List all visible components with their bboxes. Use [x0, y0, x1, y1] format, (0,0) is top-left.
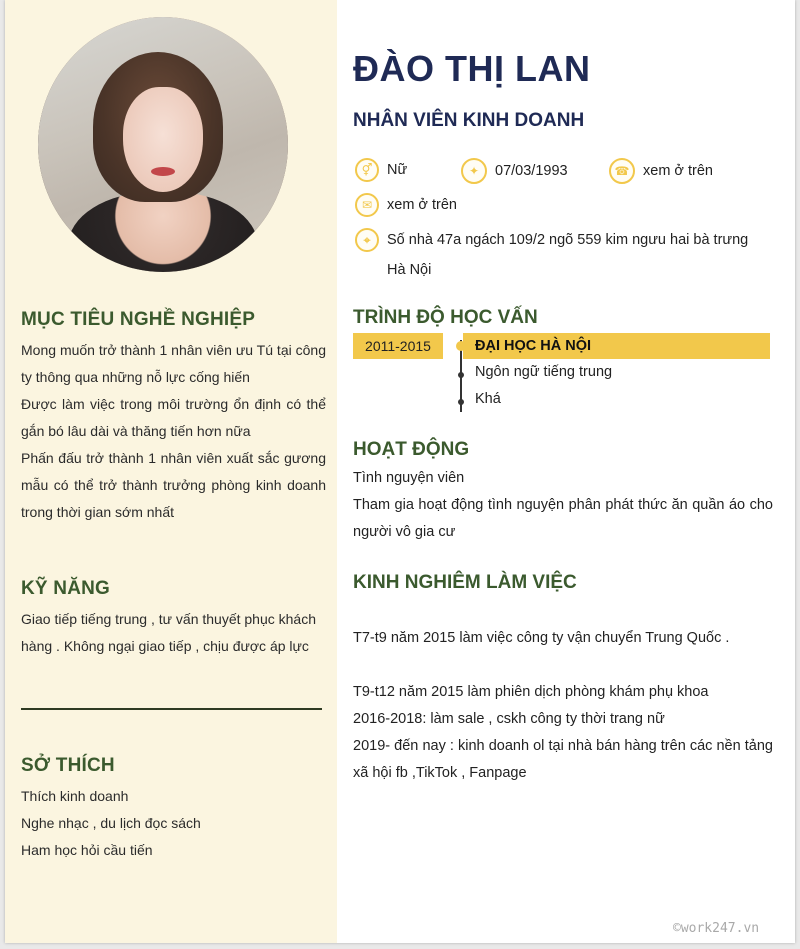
sidebar — [5, 0, 337, 943]
info-email — [355, 193, 457, 217]
cake-icon: ✦ — [461, 158, 487, 184]
education-title: TRÌNH ĐỘ HỌC VẤN — [353, 307, 538, 328]
gender-value: Nữ — [387, 162, 408, 178]
phone-value: xem ở trên — [643, 163, 713, 179]
address-line: Số nhà 47a ngách 109/2 ngõ 559 kim ngưu hai bà trưng — [387, 232, 749, 248]
activities-text: Tham gia hoạt động tình nguyện phân phát thức ăn quần áo cho người vô gia cư — [353, 497, 773, 540]
objective-title: MỤC TIÊU NGHỀ NGHIỆP — [21, 309, 256, 330]
phone-icon: ☎ — [609, 158, 635, 184]
info-phone — [609, 158, 713, 184]
experience-title: KINH NGHIÊM LÀM VIỆC — [353, 572, 577, 593]
birthday-value: 07/03/1993 — [495, 163, 568, 179]
map-icon: ⌖ — [355, 228, 379, 252]
objective-line: Mong muốn trở thành 1 nhân viên ưu Tú tại công ty thông qua những nỗ lực cống hiến — [21, 342, 326, 385]
hobbies-title: SỞ THÍCH — [21, 755, 115, 776]
education-year: 2011-2015 — [353, 333, 443, 359]
profile-photo — [38, 17, 288, 272]
candidate-name: ĐÀO THỊ LAN — [353, 48, 591, 89]
experience-line: T7-t9 năm 2015 làm việc công ty vận chuyển Trung Quốc . — [353, 630, 730, 646]
hobby-item: Nghe nhạc , du lịch đọc sách — [21, 815, 201, 831]
objective-line: Được làm việc trong môi trường ổn định có thể gắn bó lâu dài và thăng tiến hơn nữa — [21, 396, 326, 439]
activities-title: HOẠT ĐỘNG — [353, 439, 470, 460]
candidate-role: NHÂN VIÊN KINH DOANH — [353, 110, 585, 131]
activities-role: Tình nguyện viên — [353, 470, 465, 486]
cv-page — [5, 0, 795, 943]
hobbies-section — [21, 755, 326, 864]
info-birthday — [461, 158, 568, 184]
experience-line: T9-t12 năm 2015 làm phiên dịch phòng khám phụ khoa — [353, 684, 709, 700]
education-grade: Khá — [475, 391, 501, 407]
address-line: Hà Nội — [387, 262, 432, 278]
education-school: ĐẠI HỌC HÀ NỘI — [475, 338, 591, 354]
timeline-dot — [458, 399, 464, 405]
hobby-item: Thích kinh doanh — [21, 788, 129, 804]
gender-icon: ⚥ — [355, 158, 379, 182]
timeline-dot — [458, 372, 464, 378]
skills-section — [21, 578, 326, 660]
skills-title: KỸ NĂNG — [21, 578, 111, 599]
info-address — [355, 228, 748, 285]
email-value: xem ở trên — [387, 197, 457, 213]
experience-line: 2019- đến nay : kinh doanh ol tại nhà bán hàng trên các nền tảng xã hội fb ,TikTok , Fanpage — [353, 738, 773, 781]
education-major: Ngôn ngữ tiếng trung — [475, 364, 613, 380]
info-gender — [355, 158, 407, 182]
sidebar-divider — [21, 708, 322, 710]
watermark: ©work247.vn — [673, 921, 760, 936]
mail-icon: ✉ — [355, 193, 379, 217]
experience-line: 2016-2018: làm sale , cskh công ty thời trang nữ — [353, 711, 665, 727]
objective-line: Phấn đấu trở thành 1 nhân viên xuất sắc gương mẫu có thể trở thành trưởng phòng kinh doanh trong thời gian sớm nhất — [21, 450, 326, 520]
hobby-item: Ham học hỏi cầu tiến — [21, 842, 153, 858]
timeline-dot — [456, 341, 466, 351]
skills-text: Giao tiếp tiếng trung , tư vấn thuyết phục khách hàng . Không ngại giao tiếp , chịu được áp lực — [21, 611, 316, 654]
objective-section — [21, 309, 326, 526]
